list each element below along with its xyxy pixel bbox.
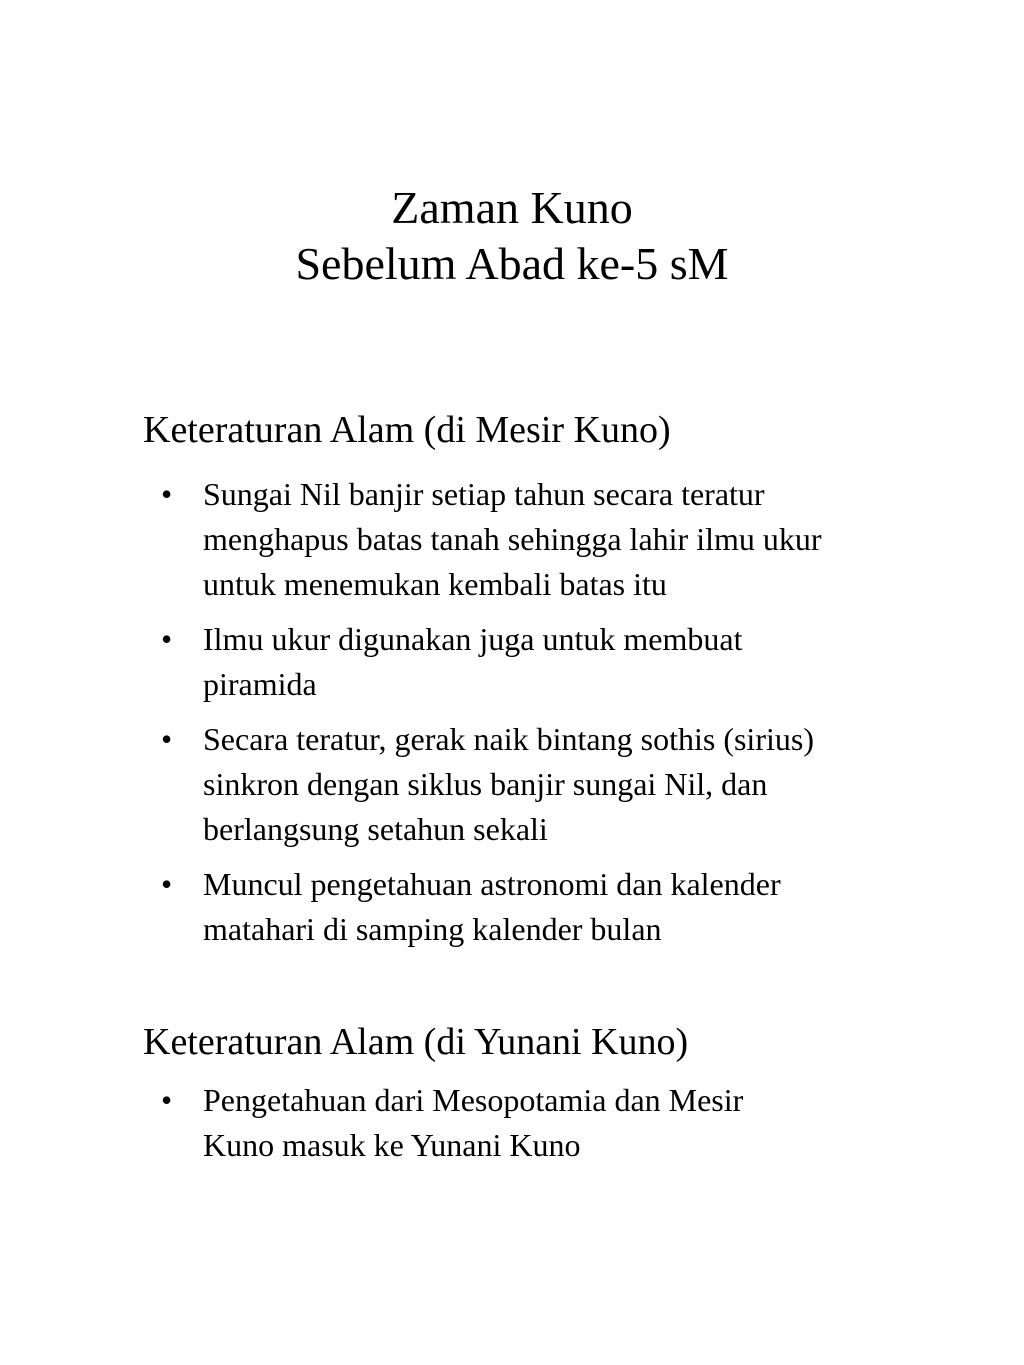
list-item: [143, 717, 963, 852]
bullet-line: Ilmu ukur digunakan juga untuk membuat: [203, 621, 743, 657]
title-line-2: Sebelum Abad ke-5 sM: [295, 238, 729, 289]
section-yunani: [143, 1020, 963, 1168]
bullet-line: Pengetahuan dari Mesopotamia dan Mesir: [203, 1082, 744, 1118]
list-item: [143, 1078, 963, 1168]
bullet-line: Kuno masuk ke Yunani Kuno: [203, 1127, 581, 1163]
section-heading: Keteraturan Alam (di Yunani Kuno): [143, 1021, 689, 1063]
bullet-line: Sungai Nil banjir setiap tahun secara teratur: [203, 476, 765, 512]
bullet-text: [203, 472, 963, 607]
bullet-line: untuk menemukan kembali batas itu: [203, 566, 667, 602]
bullet-list: [143, 472, 963, 952]
bullet-line: matahari di samping kalender bulan: [203, 911, 662, 947]
bullet-marker: •: [161, 721, 173, 757]
bullet-text: [203, 717, 963, 852]
title-line-1: Zaman Kuno: [391, 182, 633, 233]
bullet-line: piramida: [203, 666, 317, 702]
bullet-text: [203, 1078, 963, 1168]
bullet-line: sinkron dengan siklus banjir sungai Nil, dan: [203, 766, 768, 802]
bullet-marker: •: [161, 866, 173, 902]
bullet-line: berlangsung setahun sekali: [203, 811, 548, 847]
list-item: [143, 617, 963, 707]
page-title: [0, 180, 1024, 292]
section-mesir: [143, 408, 963, 952]
bullet-marker: •: [161, 476, 173, 512]
bullet-text: [203, 862, 963, 952]
bullet-line: menghapus batas tanah sehingga lahir ilmu ukur: [203, 521, 822, 557]
bullet-line: Muncul pengetahuan astronomi dan kalender: [203, 866, 781, 902]
bullet-list: [143, 1078, 963, 1168]
bullet-text: [203, 617, 963, 707]
bullet-marker: •: [161, 621, 173, 657]
list-item: [143, 472, 963, 607]
list-item: [143, 862, 963, 952]
section-heading: Keteraturan Alam (di Mesir Kuno): [143, 409, 671, 451]
bullet-marker: •: [161, 1082, 173, 1118]
bullet-line: Secara teratur, gerak naik bintang sothis (sirius): [203, 721, 814, 757]
